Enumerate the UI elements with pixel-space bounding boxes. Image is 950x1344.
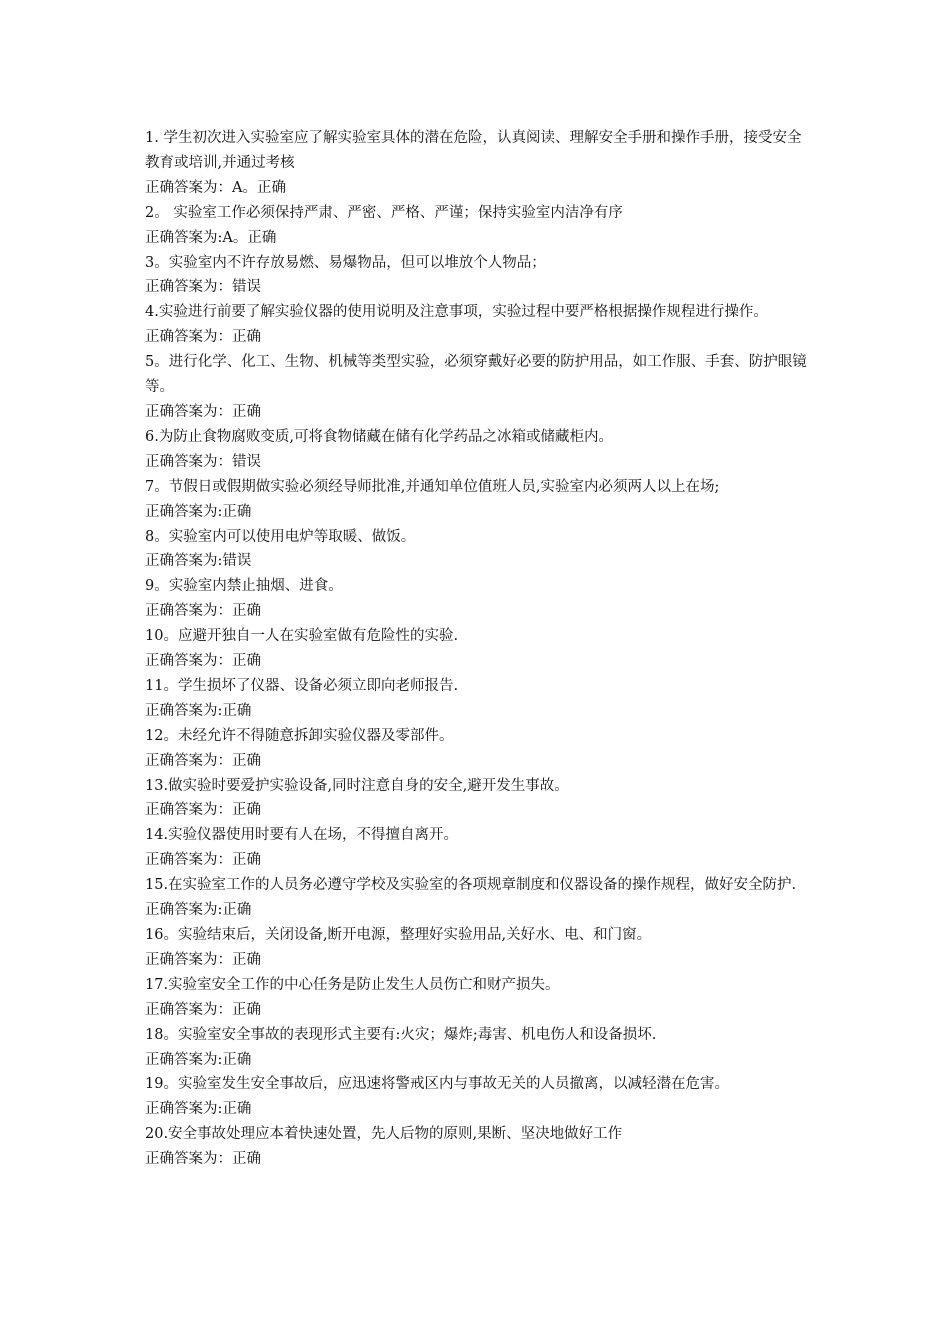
question-text: 11。学生损坏了仪器、设备必须立即向老师报告.: [145, 677, 459, 694]
question-text: 9。实验室内禁止抽烟、进食。: [145, 578, 343, 595]
question-text: 17.实验室安全工作的中心任务是防止发生人员伤亡和财产损失。: [145, 976, 560, 993]
answer-text: 正确答案为:A。正确: [145, 229, 277, 246]
question-text: 13.做实验时要爱护实验设备,同时注意自身的安全,避开发生事故。: [145, 777, 569, 794]
answer-text: 正确答案为:正确: [145, 1101, 252, 1118]
question-text: 8。实验室内可以使用电炉等取暖、做饭。: [145, 528, 416, 545]
answer-text: 正确答案为：正确: [145, 752, 261, 769]
question-text: 6.为防止食物腐败变质,可将食物储藏在储有化学药品之冰箱或储藏柜内。: [145, 428, 613, 445]
question-text: 3。实验室内不许存放易燃、易爆物品，但可以堆放个人物品；: [145, 254, 546, 271]
answer-text: 正确答案为:正确: [145, 702, 252, 719]
answer-text: 正确答案为:正确: [145, 1051, 252, 1068]
question-text: 1. 学生初次进入实验室应了解实验室具体的潜在危险，认真阅读、理解安全手册和操作手册，接受安全教育或培训,并通过考核: [145, 130, 802, 171]
answer-text: 正确答案为：A。正确: [145, 179, 286, 196]
answer-text: 正确答案为：正确: [145, 603, 261, 620]
answer-text: 正确答案为：正确: [145, 329, 261, 346]
question-text: 5。进行化学、化工、生物、机械等类型实验，必须穿戴好必要的防护用品，如工作服、手套、防护眼镜等。: [145, 354, 807, 396]
answer-text: 正确答案为：错误: [145, 279, 261, 296]
answer-text: 正确答案为:正确: [145, 503, 252, 520]
question-text: 10。应避开独自一人在实验室做有危险性的实验.: [145, 628, 459, 645]
question-text: 12。未经允许不得随意拆卸实验仪器及零部件。: [145, 727, 454, 744]
answer-text: 正确答案为：正确: [145, 802, 261, 819]
question-text: 2。 实验室工作必须保持严肃、严密、严格、严谨；保持实验室内洁净有序: [145, 204, 623, 221]
question-text: 7。节假日或假期做实验必须经导师批准,并通知单位值班人员,实验室内必须两人以上在场;: [145, 478, 720, 495]
question-text: 14.实验仪器使用时要有人在场，不得擅自离开。: [145, 827, 459, 844]
question-text: 20.安全事故处理应本着快速处置，先人后物的原则,果断、坚决地做好工作: [145, 1126, 623, 1143]
answer-text: 正确答案为:错误: [145, 553, 252, 570]
answer-text: 正确答案为:正确: [145, 902, 252, 919]
answer-text: 正确答案为：正确: [145, 1151, 261, 1168]
document-body: [145, 126, 815, 1172]
question-text: 18。实验室安全事故的表现形式主要有:火灾；爆炸;毒害、机电伤人和设备损坏.: [145, 1026, 657, 1043]
answer-text: 正确答案为：正确: [145, 951, 261, 968]
answer-text: 正确答案为：正确: [145, 1001, 261, 1018]
question-text: 15.在实验室工作的人员务必遵守学校及实验室的各项规章制度和仪器设备的操作规程，做好安全防护.: [145, 877, 797, 894]
answer-text: 正确答案为：正确: [145, 852, 261, 869]
question-text: 16。实验结束后，关闭设备,断开电源，整理好实验用品,关好水、电、和门窗。: [145, 927, 652, 943]
question-text: 19。实验室发生安全事故后，应迅速将警戒区内与事故无关的人员撤离，以减轻潜在危害。: [145, 1076, 729, 1093]
answer-text: 正确答案为：错误: [145, 453, 261, 470]
question-text: 4.实验进行前要了解实验仪器的使用说明及注意事项，实验过程中要严格根据操作规程进行操作。: [145, 304, 768, 321]
answer-text: 正确答案为：正确: [145, 653, 261, 670]
answer-text: 正确答案为：正确: [145, 403, 261, 420]
